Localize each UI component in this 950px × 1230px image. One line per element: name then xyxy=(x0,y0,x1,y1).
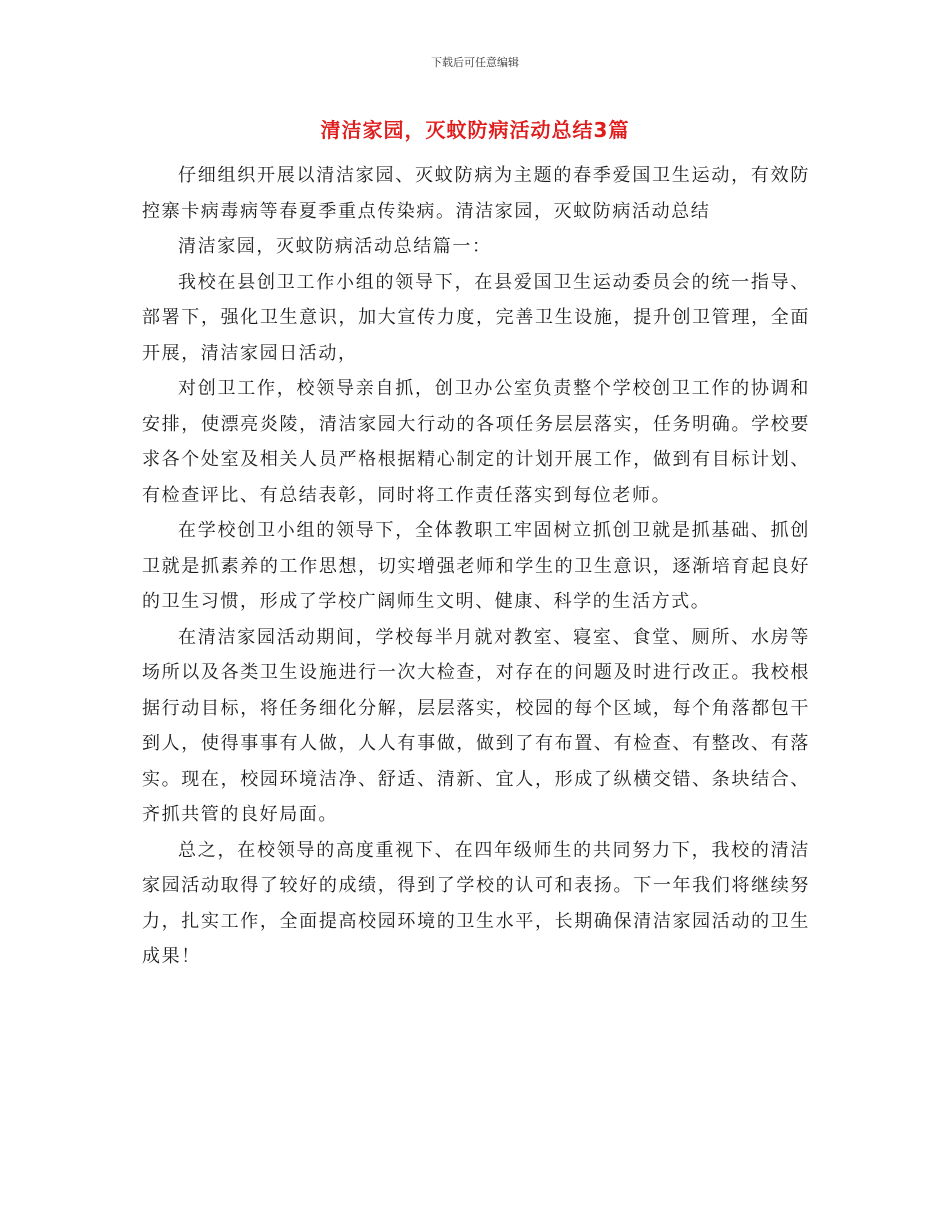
document-title: 清洁家园，灭蚊防病活动总结3篇 xyxy=(320,118,630,142)
page-header-note: 下载后可任意编辑 xyxy=(431,56,519,69)
document-body xyxy=(142,158,810,975)
paragraph-section-heading: 清洁家园，灭蚊防病活动总结篇一： xyxy=(178,236,492,257)
paragraph-inspection: 在清洁家园活动期间，学校每半月就对教室、寝室、食堂、厕所、水房等场所以及各类卫生设施进行一次大检查，对存在的问题及时进行改正。我校根据行动目标，将任务细化分解，层层落实，校园的每个区域，每个角落都包干到人，使得事事有人做，人人有事做，做到了有布置、有检查、有整改、有落实。现在，校园环境洁净、舒适、清新、宜人，形成了纵横交错、条块结合、齐抓共管的良好局面。 xyxy=(142,626,810,825)
paragraph-conclusion: 总之，在校领导的高度重视下、在四年级师生的共同努力下，我校的清洁家园活动取得了较好的成绩，得到了学校的认可和表扬。下一年我们将继续努力，扎实工作，全面提高校园环境的卫生水平，长期确保清洁家园活动的卫生成果！ xyxy=(142,839,810,967)
paragraph-awareness: 在学校创卫小组的领导下，全体教职工牢固树立抓创卫就是抓基础、抓创卫就是抓素养的工作思想，切实增强老师和学生的卫生意识，逐渐培育起良好的卫生习惯，形成了学校广阔师生文明、健康、科学的生活方式。 xyxy=(142,520,810,612)
paragraph-intro: 仔细组织开展以清洁家园、灭蚊防病为主题的春季爱国卫生运动，有效防控寨卡病毒病等春夏季重点传染病。清洁家园，灭蚊防病活动总结 xyxy=(142,165,810,222)
paragraph-overview: 我校在县创卫工作小组的领导下，在县爱国卫生运动委员会的统一指导、部署下，强化卫生意识，加大宣传力度，完善卫生设施，提升创卫管理，全面开展，清洁家园日活动， xyxy=(142,271,810,364)
paragraph-leadership: 对创卫工作，校领导亲自抓，创卫办公室负责整个学校创卫工作的协调和安排，使漂亮炎陵，清洁家园大行动的各项任务层层落实，任务明确。学校要求各个处室及相关人员严格根据精心制定的计划开展工作，做到有目标计划、有检查评比、有总结表彰，同时将工作责任落实到每位老师。 xyxy=(142,378,810,506)
